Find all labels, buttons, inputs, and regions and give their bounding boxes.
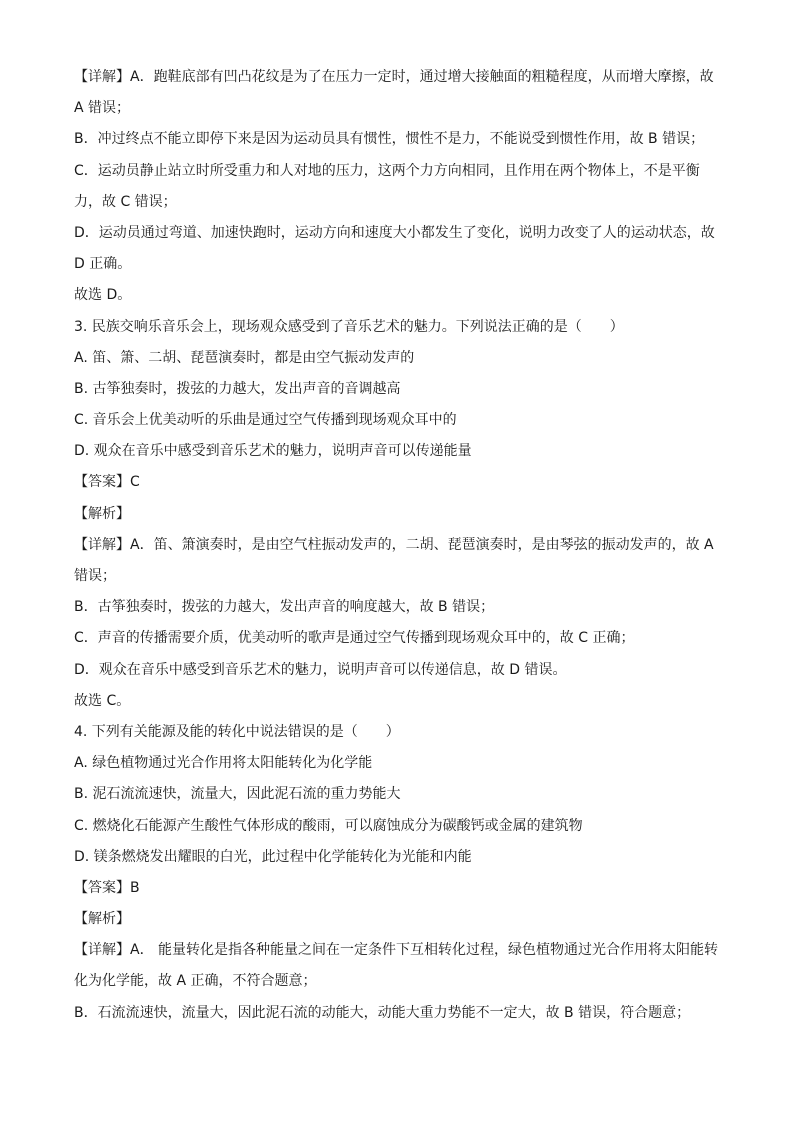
q2-detail-d-line2: D 正确。 [74,256,132,273]
q3-choice: 故选 C。 [74,692,131,709]
q4-option-d: D. 镁条燃烧发出耀眼的白光，此过程中化学能转化为光能和内能 [74,848,472,865]
q4-stem: 4. 下列有关能源及能的转化中说法错误的是（ ） [74,723,400,740]
q4-detail-a-line1: 【详解】A． 能量转化是指各种能量之间在一定条件下互相转化过程，绿色植物通过光合作用将太阳能转 [74,942,719,959]
q4-detail-b: B．石流流速快，流量大，因此泥石流的动能大，动能大重力势能不一定大，故 B 错误，符合题意； [74,1004,691,1021]
q3-option-c: C. 音乐会上优美动听的乐曲是通过空气传播到现场观众耳中的 [74,412,457,429]
q3-detail-a-line1: 【详解】A．笛、箫演奏时，是由空气柱振动发声的，二胡、琵琶演奏时，是由琴弦的振动发声的，故 A [74,536,714,553]
q3-analysis-heading: 【解析】 [74,505,130,522]
q3-detail-b: B．古筝独奏时，拨弦的力越大，发出声音的响度越大，故 B 错误； [74,599,495,616]
q4-analysis-heading: 【解析】 [74,911,130,928]
q2-detail-c-line1: C．运动员静止站立时所受重力和人对地的压力，这两个力方向相同，且作用在两个物体上，不是平衡 [74,162,700,179]
q3-detail-c: C．声音的传播需要介质，优美动听的歌声是通过空气传播到现场观众耳中的，故 C 正确； [74,630,635,647]
q3-option-a: A. 笛、箫、二胡、琵琶演奏时，都是由空气振动发声的 [74,349,415,366]
q3-detail-d: D．观众在音乐中感受到音乐艺术的魅力，说明声音可以传递信息，故 D 错误。 [74,661,567,678]
q2-choice: 故选 D。 [74,287,132,304]
q3-detail-a-line2: 错误； [74,568,116,584]
document-page [74,62,724,1029]
q3-stem: 3. 民族交响乐音乐会上，现场观众感受到了音乐艺术的魅力。下列说法正确的是（ ） [74,318,624,335]
q4-answer: 【答案】B [74,879,140,896]
q2-detail-c-line2: 力，故 C 错误； [74,193,177,210]
q3-answer: 【答案】C [74,474,140,491]
q3-option-d: D. 观众在音乐中感受到音乐艺术的魅力，说明声音可以传递能量 [74,443,472,460]
q3-option-b: B. 古筝独奏时，拨弦的力越大，发出声音的音调越高 [74,380,401,397]
q4-option-c: C. 燃烧化石能源产生酸性气体形成的酸雨，可以腐蚀成分为碳酸钙或金属的建筑物 [74,817,583,834]
q4-option-a: A. 绿色植物通过光合作用将太阳能转化为化学能 [74,755,373,772]
q2-detail-a-line2: A 错误； [74,100,131,117]
q4-option-b: B. 泥石流流速快，流量大，因此泥石流的重力势能大 [74,786,401,803]
q2-detail-b: B．冲过终点不能立即停下来是因为运动员具有惯性，惯性不是力，不能说受到惯性作用，故 B 错误； [74,131,705,148]
q2-detail-a-line1: 【详解】A．跑鞋底部有凹凸花纹是为了在压力一定时，通过增大接触面的粗糙程度，从而增大摩擦，故 [74,69,714,85]
q4-detail-a-line2: 化为化学能，故 A 正确，不符合题意； [74,973,317,990]
q2-detail-d-line1: D．运动员通过弯道、加速快跑时，运动方向和速度大小都发生了变化，说明力改变了人的运动状态，故 [74,224,715,241]
